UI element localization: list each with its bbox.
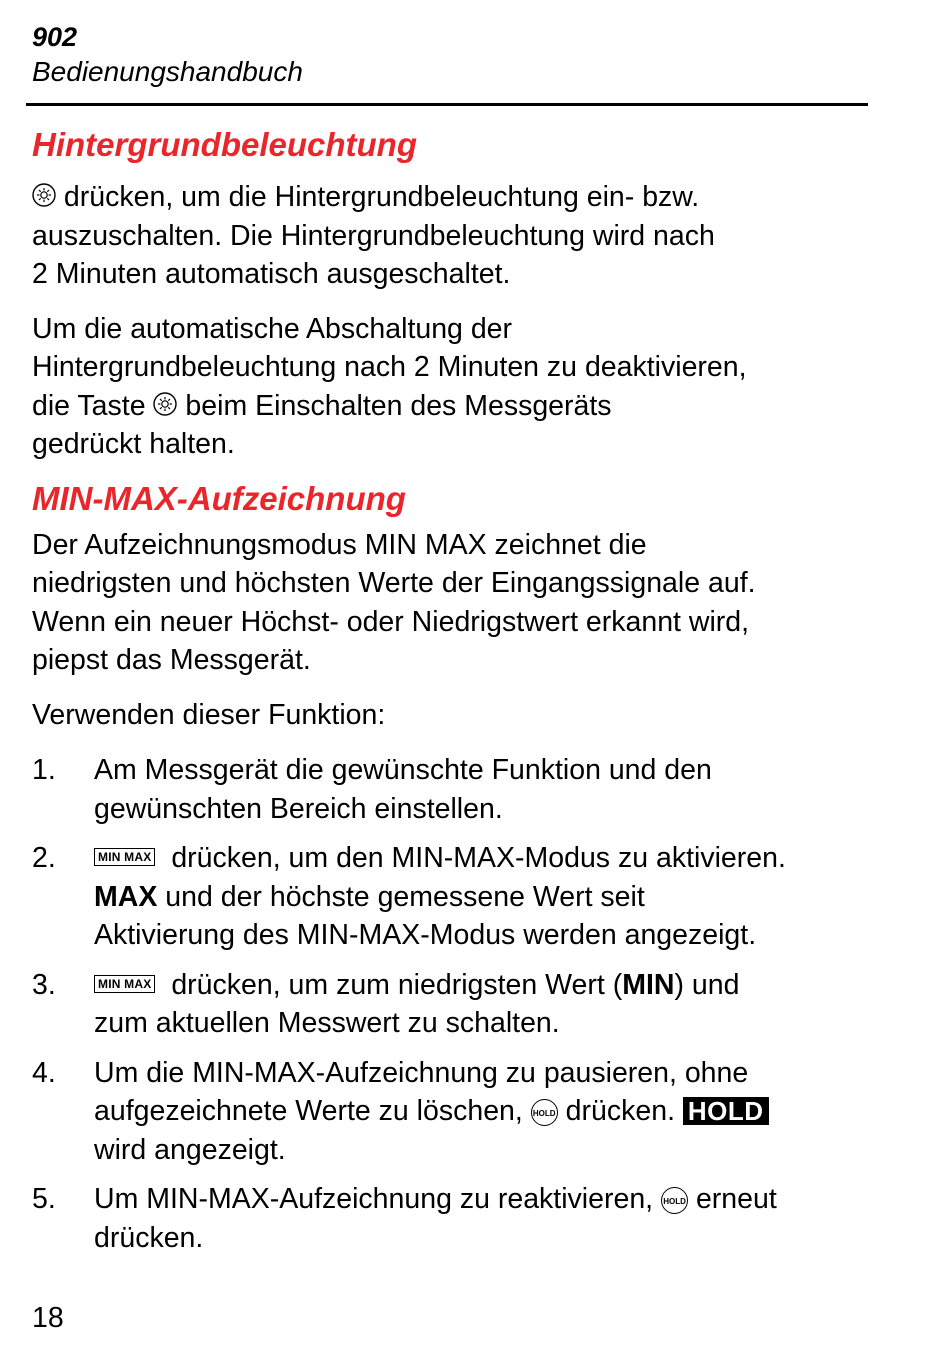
step-3-line2: zum aktuellen Messwert zu schalten. [94,1007,560,1039]
step-4 [32,1054,868,1170]
hold-display-badge: HOLD [683,1097,769,1125]
step-3-line1-post: ) und [674,968,740,1001]
minmax-paragraph-1 [32,526,868,680]
minmax-p1-line2: niedrigsten und höchsten Werte der Eingangssignale auf. [32,567,756,599]
backlight-sun-icon [32,183,56,207]
manual-title: Bedienungshandbuch [32,56,303,87]
step-number: 1. [32,754,56,786]
backlight-p2-line1: Um die automatische Abschaltung der [32,312,513,345]
backlight-paragraph-2 [32,310,868,464]
section-heading-minmax: MIN-MAX-Aufzeichnung [32,479,406,517]
backlight-p2-line4: gedrückt halten. [32,428,235,460]
step-5-line1-pre: Um MIN-MAX-Aufzeichnung zu reaktivieren, [94,1183,654,1215]
step-number: 4. [32,1056,56,1089]
minmax-p1-line3: Wenn ein neuer Höchst- oder Niedrigstwert erkannt wird, [32,605,750,638]
step-5-line1-post: erneut [695,1183,777,1215]
step-2 [32,839,868,955]
max-label: MAX [94,880,158,913]
step-2-line3: Aktivierung des MIN-MAX-Modus werden angezeigt. [94,919,757,951]
minmax-intro: Verwenden dieser Funktion: [32,698,386,731]
minmax-p1-line4: piepst das Messgerät. [32,644,311,676]
step-4-line1: Um die MIN-MAX-Aufzeichnung zu pausieren, ohne [94,1056,749,1089]
backlight-p1-line3: 2 Minuten automatisch ausgeschaltet. [32,258,511,290]
page-number: 18 [32,1302,64,1334]
step-number: 5. [32,1183,56,1215]
step-3-line1-pre: drücken, um zum niedrigsten Wert ( [171,968,623,1001]
step-5 [32,1180,868,1257]
step-number: 2. [32,842,56,874]
minmax-key-icon: MIN MAX [94,848,155,866]
backlight-p2-line2: Hintergrundbeleuchtung nach 2 Minuten zu deaktivieren, [32,351,747,383]
section-heading-backlight: Hintergrundbeleuchtung [32,126,417,163]
backlight-p2-post: beim Einschalten des Messgeräts [185,389,612,422]
step-2-line2: und der höchste gemessene Wert seit [157,880,645,913]
step-1 [32,751,868,828]
step-4-line2-post: drücken. [565,1095,675,1127]
minmax-key-icon: MIN MAX [94,975,155,993]
step-1-line2: gewünschten Bereich einstellen. [94,792,503,825]
step-4-line3: wird angezeigt. [94,1133,286,1166]
hold-key-icon: HOLD [531,1099,558,1126]
step-3 [32,966,868,1043]
backlight-p1-line2: auszuschalten. Die Hintergrundbeleuchtung wird nach [32,219,715,252]
backlight-sun-icon [153,392,177,416]
page-header [32,20,868,90]
minmax-p1-line1: Der Aufzeichnungsmodus MIN MAX zeichnet die [32,528,647,561]
backlight-p1-line1: drücken, um die Hintergrundbeleuchtung ein- bzw. [63,181,700,213]
model-number: 902 [32,22,78,52]
header-divider [26,103,868,106]
step-5-line2: drücken. [94,1221,204,1254]
step-2-line1: drücken, um den MIN-MAX-Modus zu aktivieren. [171,842,786,874]
minmax-steps [32,751,868,1257]
hold-key-icon: HOLD [661,1187,688,1214]
step-1-line1: Am Messgerät die gewünschte Funktion und den [94,754,712,786]
page-content [32,122,868,1268]
backlight-p2-pre: die Taste [32,389,146,422]
step-4-line2-pre: aufgezeichnete Werte zu löschen, [94,1095,523,1127]
backlight-paragraph-1 [32,178,868,294]
step-number: 3. [32,968,56,1001]
min-label: MIN [622,968,675,1001]
